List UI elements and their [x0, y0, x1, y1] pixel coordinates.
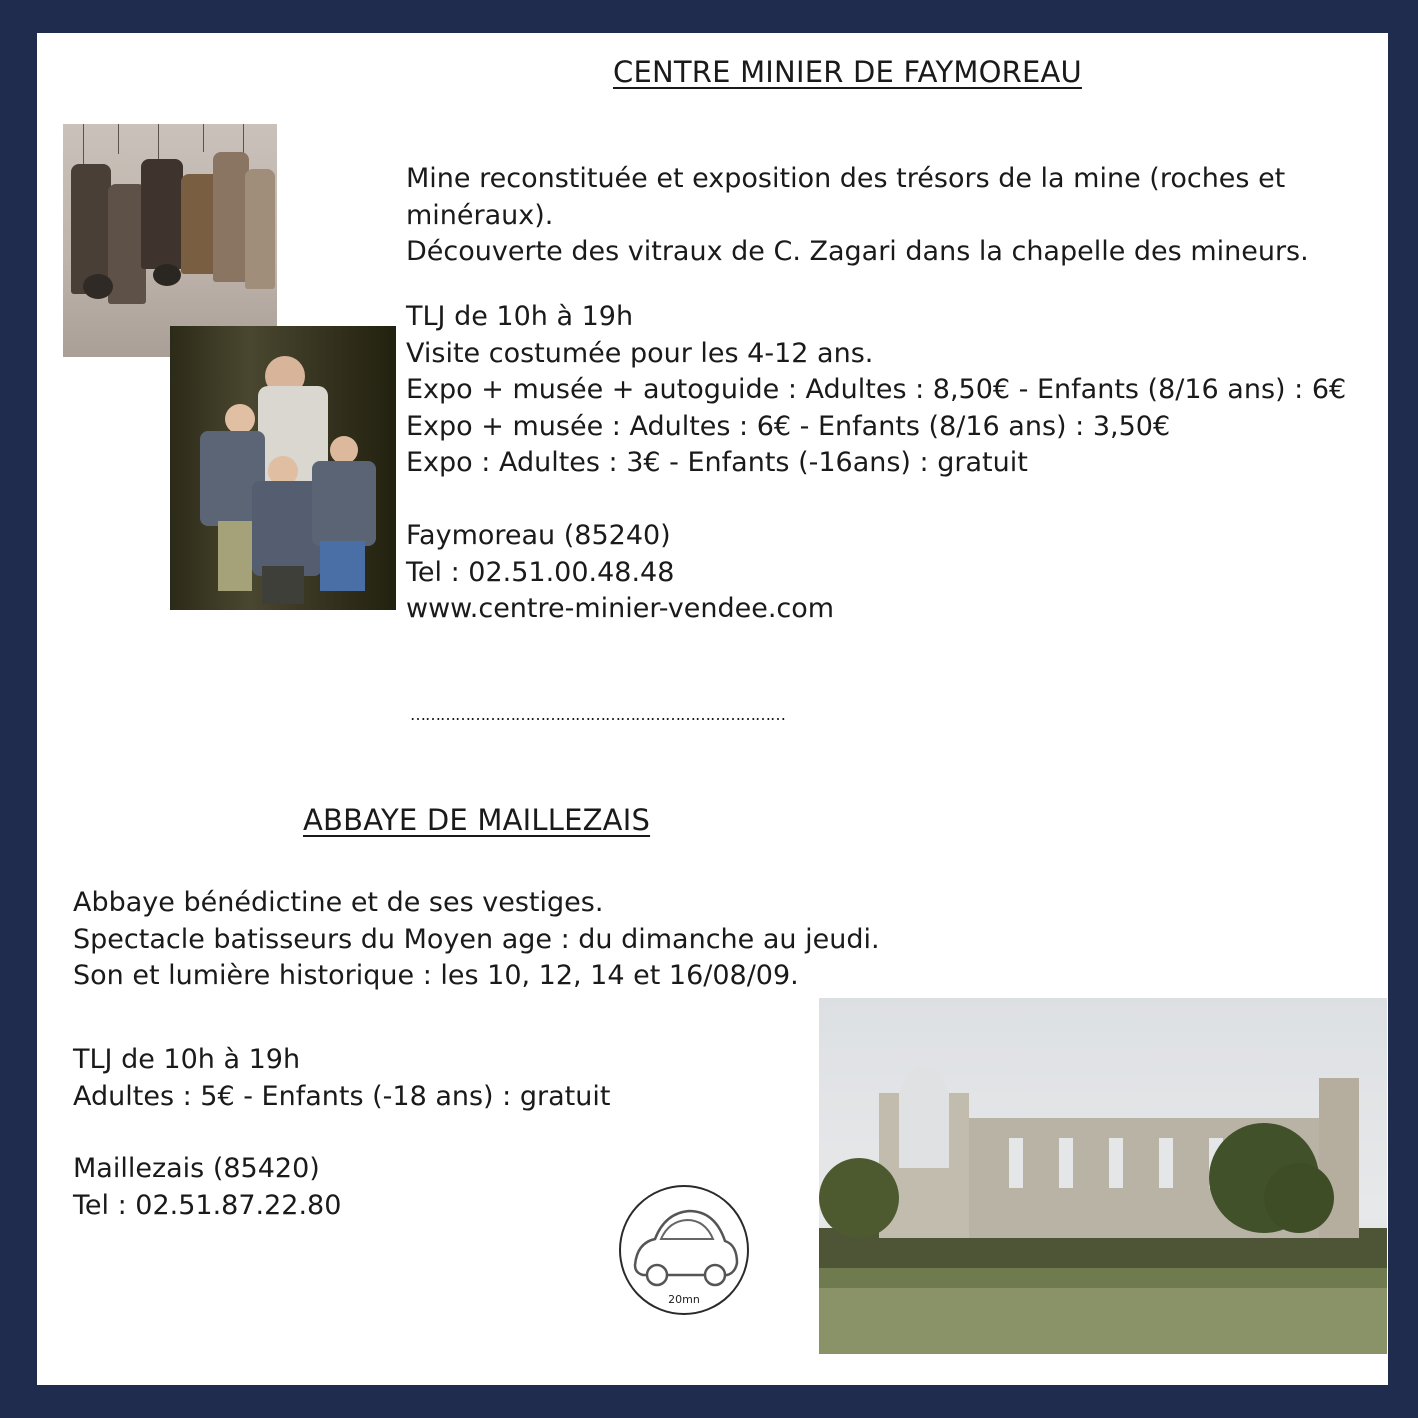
- hanging-clothes-photo: [63, 124, 277, 357]
- faymoreau-info-line: Visite costumée pour les 4-12 ans.: [406, 337, 874, 369]
- faymoreau-website-link[interactable]: www.centre-minier-vendee.com: [406, 593, 835, 624]
- brochure-page: [37, 33, 1388, 1385]
- faymoreau-info-line: Expo + musée : Adultes : 6€ - Enfants (8/16 ans) : 3,50€: [406, 410, 1171, 442]
- faymoreau-address: Faymoreau (85240): [406, 520, 671, 551]
- car-icon: [617, 1183, 751, 1317]
- maillezais-desc-line: Son et lumière historique : les 10, 12, 14 et 16/08/09.: [73, 960, 799, 991]
- maillezais-desc-line: Abbaye bénédictine et de ses vestiges.: [73, 887, 604, 918]
- maillezais-info-line: TLJ de 10h à 19h: [73, 1044, 301, 1075]
- maillezais-title: ABBAYE DE MAILLEZAIS: [303, 803, 651, 837]
- maillezais-address: Maillezais (85420): [73, 1153, 320, 1184]
- logo-label: 20mn: [668, 1293, 700, 1306]
- faymoreau-info: [406, 299, 1346, 482]
- maillezais-phone: Tel : 02.51.87.22.80: [73, 1189, 342, 1221]
- faymoreau-desc-line: Découverte des vitraux de C. Zagari dans la chapelle des mineurs.: [406, 236, 1309, 267]
- section-separator: …………………………………………………………………: [410, 705, 785, 724]
- faymoreau-info-line: TLJ de 10h à 19h: [406, 301, 634, 332]
- faymoreau-description: [406, 161, 1309, 271]
- faymoreau-contact: [406, 518, 834, 628]
- faymoreau-info-line: Expo : Adultes : 3€ - Enfants (-16ans) : gratuit: [406, 447, 1028, 478]
- faymoreau-title: CENTRE MINIER DE FAYMOREAU: [613, 55, 1082, 89]
- maillezais-desc-line: Spectacle batisseurs du Moyen age : du dimanche au jeudi.: [73, 923, 880, 955]
- maillezais-info: [73, 1042, 610, 1115]
- abbey-ruins-photo: [819, 998, 1387, 1354]
- faymoreau-desc-line: Mine reconstituée et exposition des trésors de la mine (roches et: [406, 163, 1286, 194]
- car-logo: [617, 1183, 751, 1317]
- maillezais-description: [73, 885, 880, 995]
- faymoreau-phone: Tel : 02.51.00.48.48: [406, 556, 675, 588]
- maillezais-contact: [73, 1151, 341, 1224]
- faymoreau-info-line: Expo + musée + autoguide : Adultes : 8,50€ - Enfants (8/16 ans) : 6€: [406, 374, 1347, 405]
- costumed-kids-photo: [170, 326, 396, 610]
- faymoreau-desc-line: minéraux).: [406, 199, 554, 231]
- maillezais-info-line: Adultes : 5€ - Enfants (-18 ans) : gratuit: [73, 1080, 611, 1112]
